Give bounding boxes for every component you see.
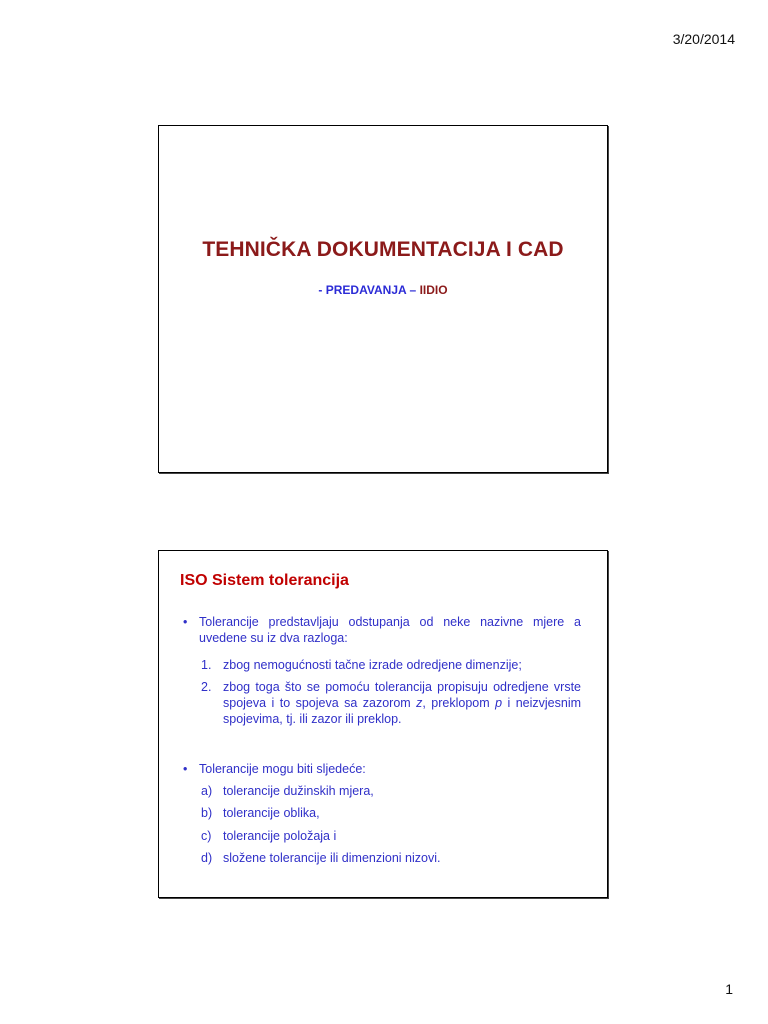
list-number: 2. — [201, 680, 212, 694]
list-letter: b) — [201, 806, 213, 820]
bullet-icon: • — [183, 615, 188, 629]
page-date: 3/20/2014 — [672, 31, 735, 47]
list-item — [201, 850, 581, 866]
list-item — [201, 805, 581, 821]
list-letter: a) — [201, 784, 213, 798]
list-text: zbog toga što se pomoću tolerancija propisuju odredjene vrste spojeva i to spojeva sa zazorom z, preklopom p i neizvjesnim spojevima, tj. ili zazor ili preklop. — [223, 680, 582, 726]
list-text: zbog nemogućnosti tačne izrade odredjene dimenzije; — [223, 658, 522, 672]
list-text: tolerancije dužinskih mjera, — [223, 784, 374, 798]
bullet-item — [183, 614, 581, 646]
list-item — [201, 679, 581, 727]
subtitle-part: IIDIO — [419, 283, 448, 297]
list-text: složene tolerancije ili dimenzioni nizovi. — [223, 851, 441, 865]
content-slide — [158, 550, 608, 898]
list-text: tolerancije položaja i — [223, 829, 337, 843]
slide-title: TEHNIČKA DOKUMENTACIJA I CAD — [202, 238, 564, 261]
bullet-item — [183, 761, 581, 777]
page-number: 1 — [725, 981, 733, 997]
list-number: 1. — [201, 658, 212, 672]
bullet-text: Tolerancije mogu biti sljedeće: — [199, 762, 366, 776]
list-letter: d) — [201, 851, 213, 865]
list-letter: c) — [201, 829, 212, 843]
list-item — [201, 828, 581, 844]
subtitle-prefix: - PREDAVANJA – — [318, 283, 417, 297]
list-item — [201, 657, 581, 673]
list-item — [201, 783, 581, 799]
bullet-text: Tolerancije predstavljaju odstupanja od neke nazivne mjere a uvedene su iz dva razloga: — [199, 615, 581, 645]
bullet-icon: • — [183, 762, 188, 776]
title-slide — [158, 125, 608, 473]
slide-subtitle — [159, 283, 607, 297]
list-text: tolerancije oblika, — [223, 806, 320, 820]
slide-heading: ISO Sistem tolerancija — [180, 572, 349, 589]
